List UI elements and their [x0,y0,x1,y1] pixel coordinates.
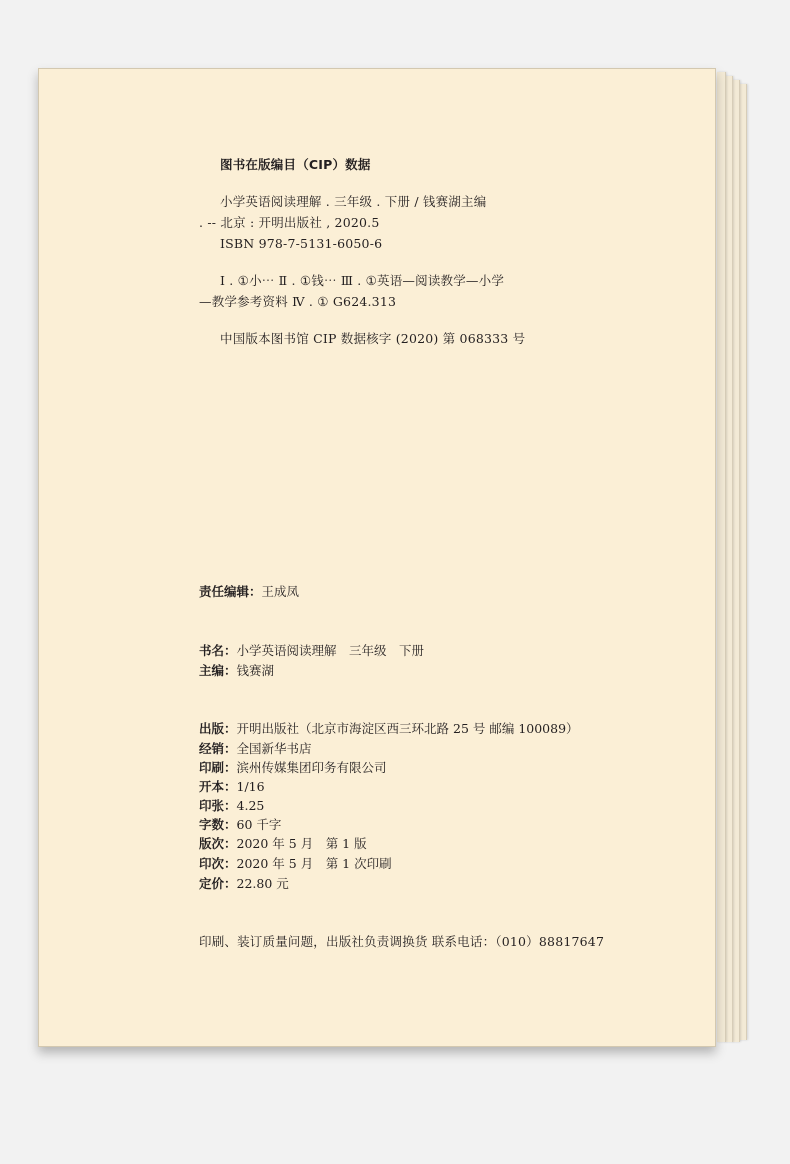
printing-label: 印次： [199,856,237,871]
distributor-value: 全国新华书店 [236,741,312,756]
cip-line: 小学英语阅读理解 . 三年级 . 下册 / 钱赛湖主编 [220,194,487,209]
edition-value: 2020 年 5 月 第 1 版 [236,836,367,851]
book-name-row [199,643,424,659]
quality-notice: 印刷、装订质量问题，出版社负责调换货 联系电话：（010）88817647 [199,934,605,949]
cip-line: 中国版本图书馆 CIP 数据核字 (2020) 第 068333 号 [220,331,526,346]
printer-value: 滨州传媒集团印务有限公司 [236,760,387,775]
cip-line: ISBN 978-7-5131-6050-6 [220,236,383,251]
publisher-value: 开明出版社（北京市海淀区西三环北路 25 号 邮编 100089） [236,721,579,736]
editor-label: 责任编辑： [199,584,262,599]
cip-line: Ⅰ . ①小⋯ Ⅱ . ①钱⋯ Ⅲ . ①英语—阅读教学—小学 [220,273,505,288]
format-label: 开本： [199,779,237,794]
cip-line: —教学参考资料 Ⅳ . ① G624.313 [199,294,397,309]
printer-row [199,760,387,776]
edition-row [199,836,367,852]
printer-label: 印刷： [199,760,237,775]
chief-editor-label: 主编： [199,663,237,678]
words-label: 字数： [199,817,237,832]
distributor-row [199,741,312,757]
sheets-value: 4.25 [236,798,265,813]
editor-row [199,584,299,600]
price-value: 22.80 元 [236,876,289,891]
words-value: 60 千字 [236,817,282,832]
printing-row [199,856,392,872]
format-row [199,779,265,795]
publisher-row [199,721,579,737]
cip-title: 图书在版编目（CIP）数据 [220,157,371,172]
distributor-label: 经销： [199,741,237,756]
editor-value: 王成凤 [261,584,300,599]
publisher-label: 出版： [199,721,237,736]
sheets-label: 印张： [199,798,237,813]
book-name-value: 小学英语阅读理解 三年级 下册 [236,643,425,658]
cip-line: . -- 北京 : 开明出版社 , 2020.5 [199,215,380,230]
words-row [199,817,281,833]
price-row [199,876,289,892]
chief-editor-row [199,663,274,679]
format-value: 1/16 [236,779,265,794]
price-label: 定价： [199,876,237,891]
chief-editor-value: 钱赛湖 [236,663,275,678]
book-name-label: 书名： [199,643,237,658]
sheets-row [199,798,264,814]
page-edge [717,72,726,1042]
printing-value: 2020 年 5 月 第 1 次印刷 [236,856,392,871]
edition-label: 版次： [199,836,237,851]
